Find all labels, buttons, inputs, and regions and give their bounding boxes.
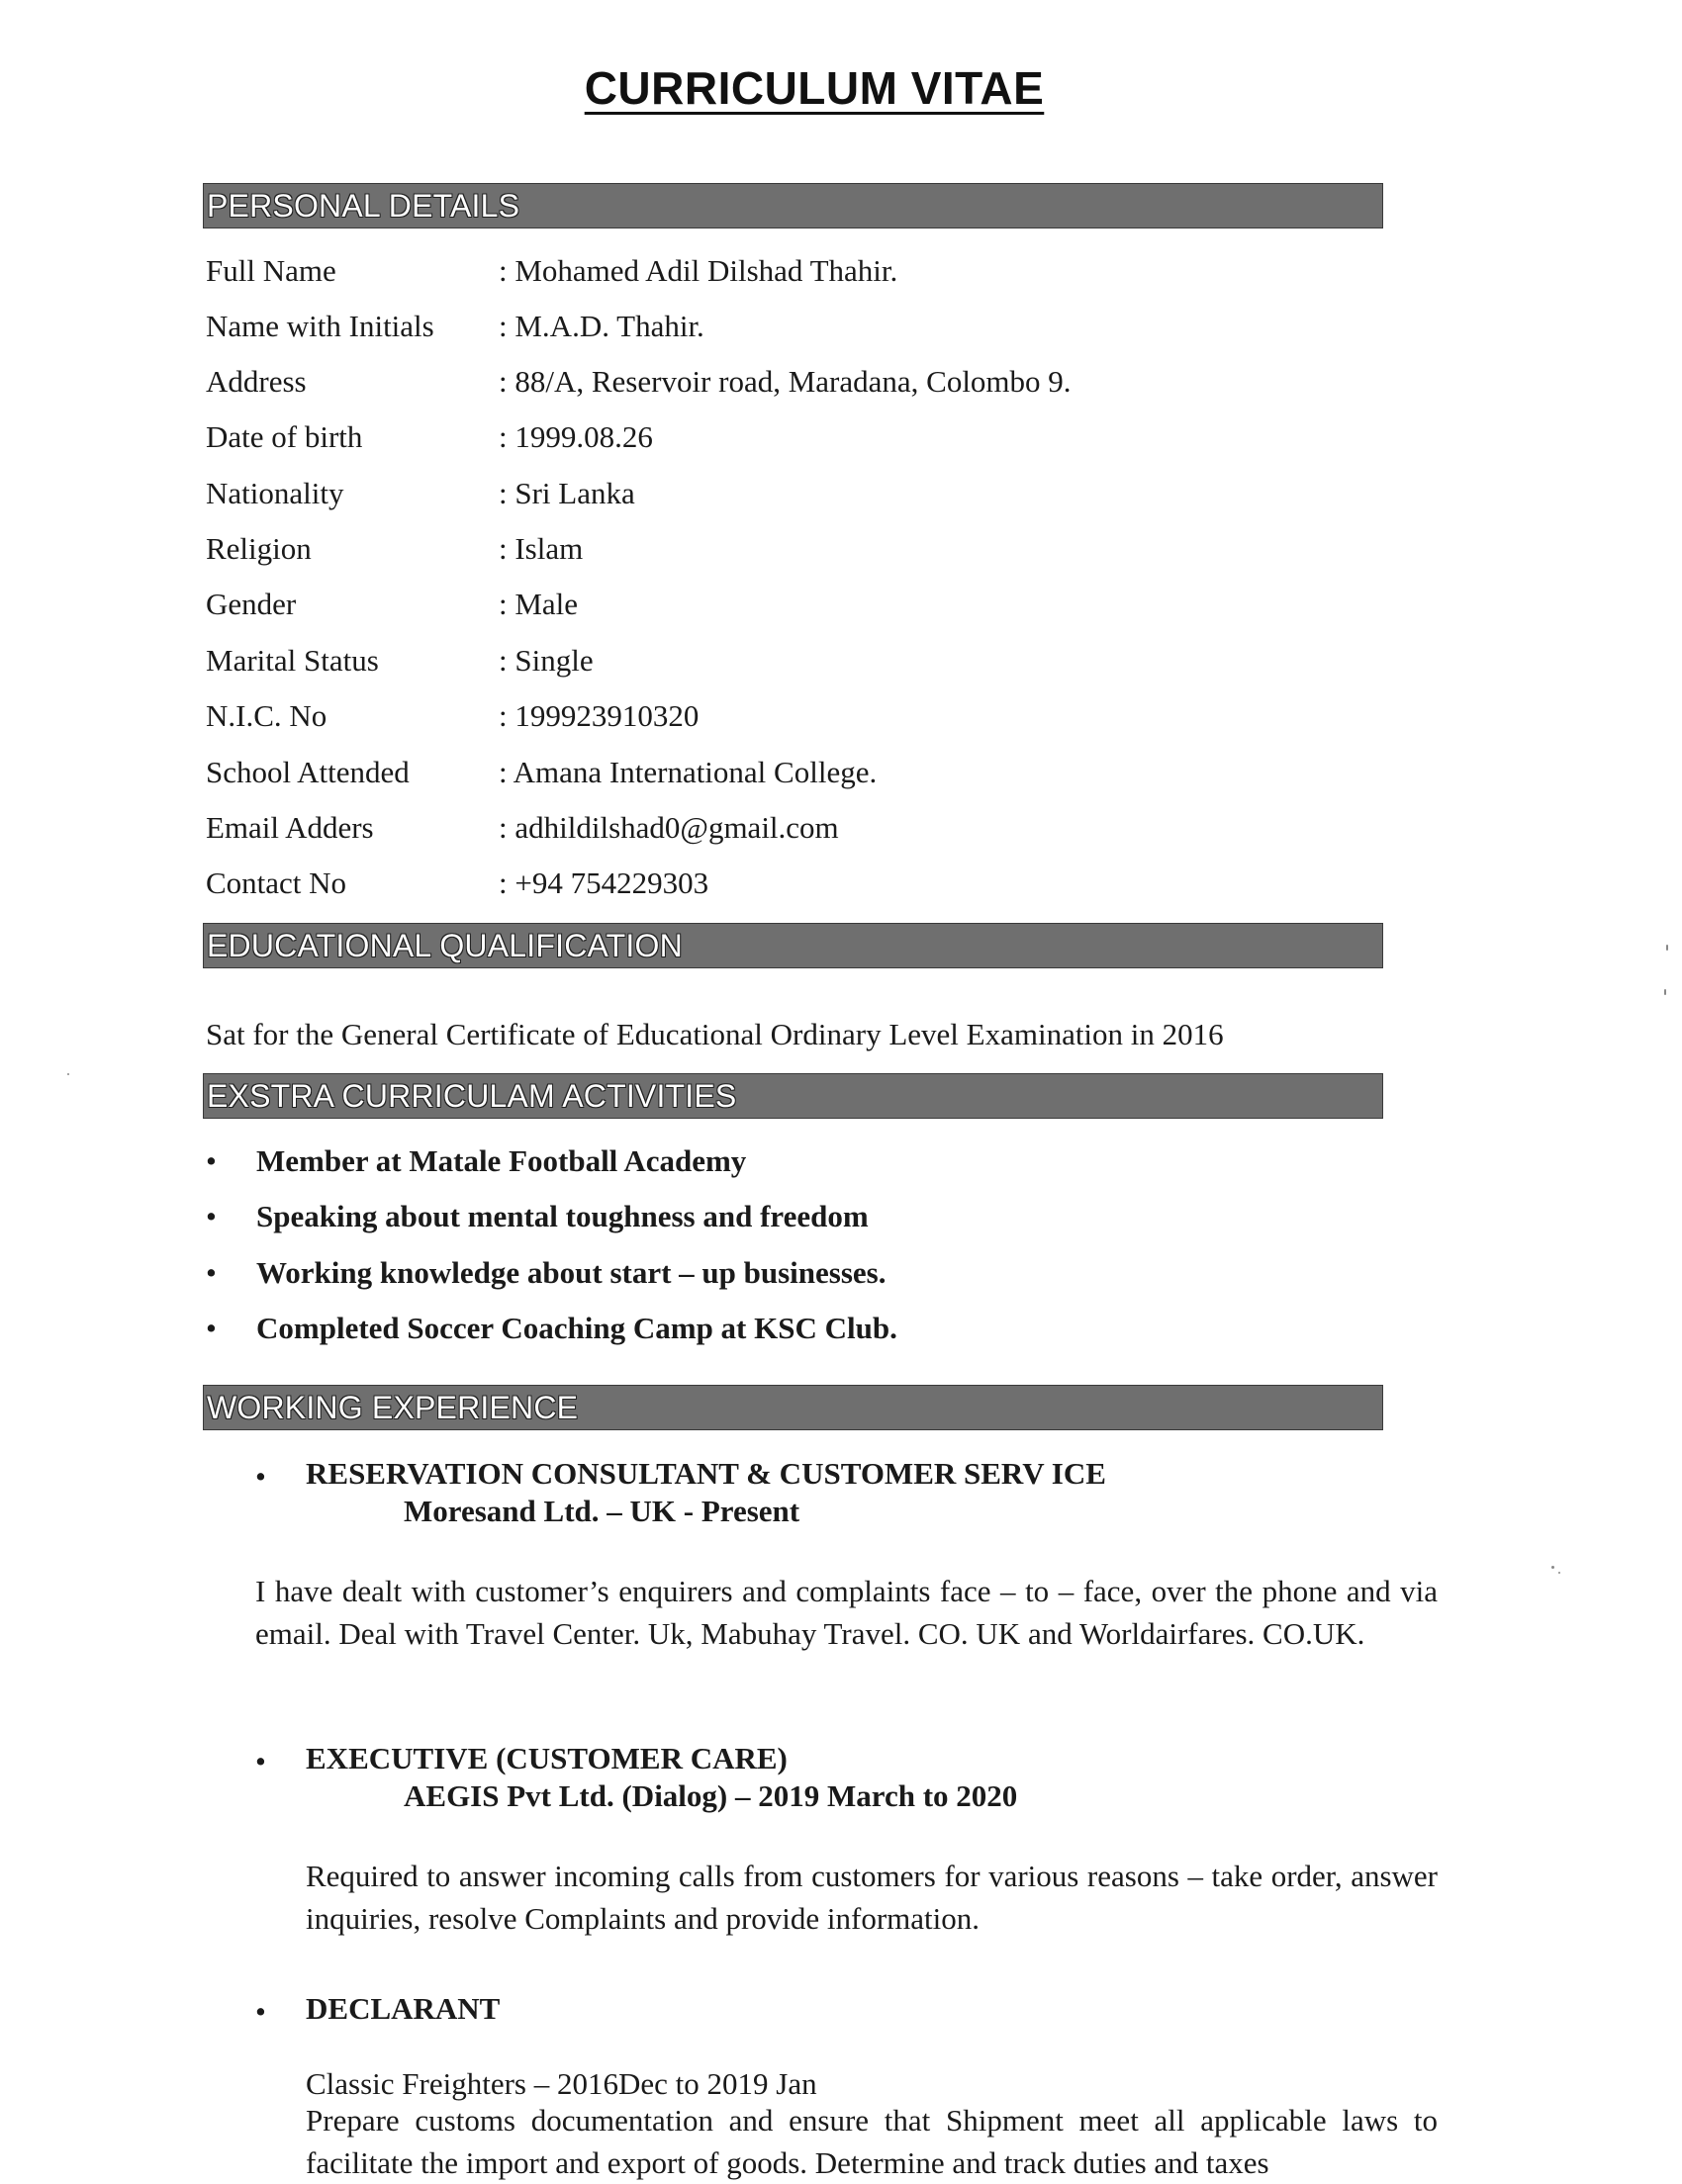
bullet-icon: • (206, 1255, 217, 1290)
bullet-icon: • (206, 1311, 217, 1345)
section-personal-details (203, 183, 1383, 228)
detail-value: : Sri Lanka (499, 476, 635, 510)
activity-text: Completed Soccer Coaching Camp at KSC Club. (256, 1311, 897, 1345)
job-description: I have dealt with customer’s enquirers and complaints face – to – face, over the phone and via email. Deal with Travel Center. Uk, Mabuhay Travel. CO. UK and Worldairfares. CO.UK. (255, 1574, 1438, 1651)
detail-value: : +94 754229303 (499, 865, 709, 900)
section-heading: EXSTRA CURRICULAM ACTIVITIES (207, 1078, 737, 1114)
detail-label: Religion (206, 531, 312, 566)
detail-label: Address (206, 364, 307, 399)
scan-speck (1666, 945, 1668, 951)
detail-value: : M.A.D. Thahir. (499, 309, 704, 343)
job-company: AEGIS Pvt Ltd. (Dialog) – 2019 March to 2020 (404, 1778, 1018, 1813)
scan-speck (67, 1073, 69, 1075)
activity-text: Speaking about mental toughness and freedom (256, 1199, 869, 1233)
detail-label: Email Adders (206, 810, 374, 845)
detail-value: : adhildilshad0@gmail.com (499, 810, 839, 845)
activity-text: Working knowledge about start – up businesses. (256, 1255, 887, 1290)
detail-value: : Single (499, 643, 594, 678)
detail-value: : Male (499, 587, 579, 621)
section-heading: PERSONAL DETAILS (207, 188, 520, 224)
bullet-icon: • (255, 1994, 266, 2029)
detail-label: School Attended (206, 755, 410, 789)
detail-label: Name with Initials (206, 309, 434, 343)
scan-speck (1558, 1572, 1560, 1574)
detail-value: : 199923910320 (499, 698, 700, 733)
job-title: EXECUTIVE (CUSTOMER CARE) (306, 1741, 788, 1775)
job-description: Required to answer incoming calls from customers for various reasons – take order, answer inquiries, resolve Complaints and provide information. (306, 1859, 1438, 1936)
job-description: Prepare customs documentation and ensure that Shipment meet all applicable laws to facilitate the import and export of goods. Determine and track duties and taxes (306, 2103, 1438, 2180)
bullet-icon: • (255, 1459, 266, 1494)
bullet-icon: • (206, 1143, 217, 1178)
job-company: Classic Freighters – 2016Dec to 2019 Jan (306, 2066, 817, 2101)
detail-label: Full Name (206, 253, 336, 288)
job-title: DECLARANT (306, 1991, 501, 2026)
education-text: Sat for the General Certificate of Educational Ordinary Level Examination in 2016 (206, 1017, 1224, 1051)
detail-value: : Amana International College. (499, 755, 878, 789)
section-heading: WORKING EXPERIENCE (207, 1390, 579, 1425)
detail-label: Contact No (206, 865, 347, 900)
section-extra-curricular (203, 1073, 1383, 1119)
job-title: RESERVATION CONSULTANT & CUSTOMER SERV ICE (306, 1456, 1106, 1491)
detail-value: : 88/A, Reservoir road, Maradana, Colombo 9. (499, 364, 1072, 399)
scan-speck (1664, 989, 1666, 995)
detail-label: N.I.C. No (206, 698, 327, 733)
detail-value: : Islam (499, 531, 584, 566)
section-heading: EDUCATIONAL QUALIFICATION (207, 928, 683, 963)
activity-text: Member at Matale Football Academy (256, 1143, 747, 1178)
section-educational-qualification (203, 923, 1383, 968)
detail-value: : 1999.08.26 (499, 419, 653, 454)
bullet-icon: • (206, 1199, 217, 1233)
detail-value: : Mohamed Adil Dilshad Thahir. (499, 253, 898, 288)
scan-speck (1551, 1566, 1554, 1569)
section-working-experience (203, 1385, 1383, 1430)
detail-label: Gender (206, 587, 297, 621)
bullet-icon: • (255, 1744, 266, 1778)
document-title: CURRICULUM VITAE (584, 62, 1045, 114)
detail-label: Marital Status (206, 643, 379, 678)
detail-label: Date of birth (206, 419, 363, 454)
job-company: Moresand Ltd. – UK - Present (404, 1494, 800, 1528)
detail-label: Nationality (206, 476, 344, 510)
